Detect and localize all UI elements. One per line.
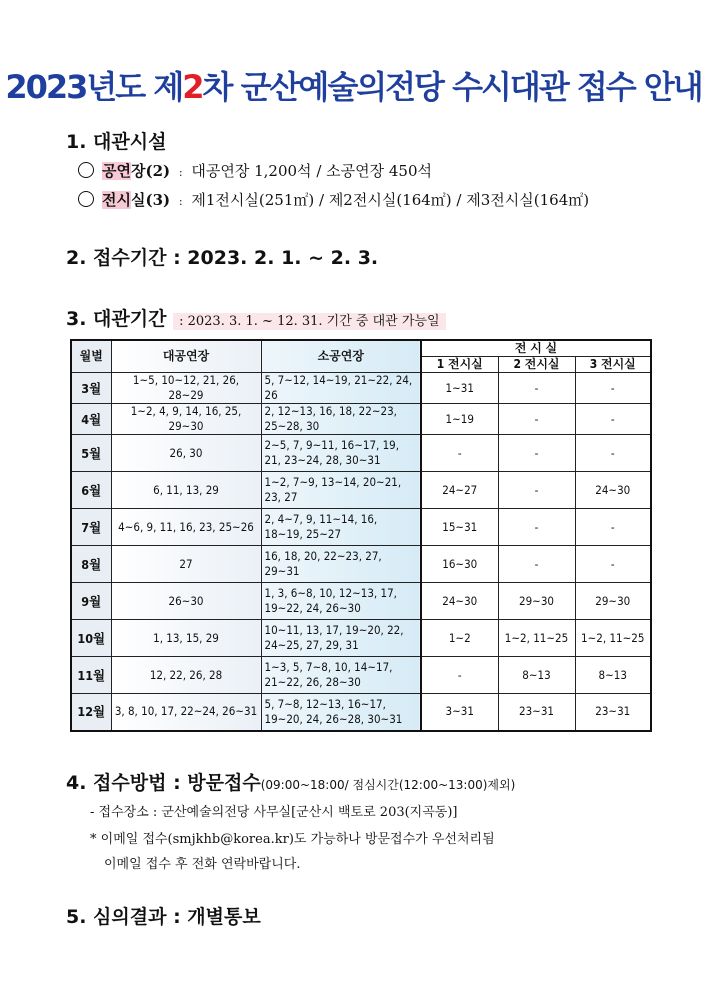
table-row (71, 657, 651, 694)
facility-text: 제1전시실(251㎡) / 제2전시실(164㎡) / 제3전시실(164㎡) (191, 191, 590, 209)
title-pre: 2023년도 제 (5, 68, 183, 106)
large-hall-cell: 1~5, 10~12, 21, 26, 28~29 (111, 373, 261, 404)
table-row (71, 435, 651, 472)
table-row (71, 694, 651, 731)
header-large-hall: 대공연장 (111, 340, 261, 373)
exhibit-2-cell: - (498, 509, 575, 546)
large-hall-cell: 26, 30 (111, 435, 261, 472)
month-cell: 8월 (71, 546, 111, 583)
large-hall-cell: 4~6, 9, 11, 16, 23, 25~26 (111, 509, 261, 546)
reception-place: - 접수장소 : 군산예술의전당 사무실[군산시 백토로 203(지곡동)] (90, 805, 458, 820)
exhibit-2-cell: 1~2, 11~25 (498, 620, 575, 657)
facility-text: 대공연장 1,200석 / 소공연장 450석 (191, 162, 432, 180)
exhibit-1-cell: 24~27 (421, 472, 498, 509)
month-cell: 3월 (71, 373, 111, 404)
exhibit-1-cell: 15~31 (421, 509, 498, 546)
small-hall-cell: 1~3, 5, 7~8, 10, 14~17, 21~22, 26, 28~30 (261, 657, 421, 694)
table-row (71, 472, 651, 509)
exhibit-2-cell: - (498, 435, 575, 472)
exhibit-1-cell: 24~30 (421, 583, 498, 620)
exhibit-3-cell: 23~31 (575, 694, 651, 731)
section-1-heading: 1. 대관시설 (66, 131, 167, 153)
title-number: 2 (182, 68, 203, 106)
facility-key: 전시실(3) (102, 191, 171, 209)
header-ex3: 3 전시실 (575, 357, 651, 373)
facility-item-hall: 공연장(2) : 대공연장 1,200석 / 소공연장 450석 (78, 160, 432, 181)
large-hall-cell: 26~30 (111, 583, 261, 620)
rental-period-text: : 2023. 3. 1. ~ 12. 31. 기간 중 대관 가능일 (173, 313, 445, 330)
exhibit-1-cell: 3~31 (421, 694, 498, 731)
exhibit-1-cell: - (421, 657, 498, 694)
exhibit-2-cell: - (498, 373, 575, 404)
month-cell: 12월 (71, 694, 111, 731)
exhibit-3-cell: 1~2, 11~25 (575, 620, 651, 657)
month-cell: 7월 (71, 509, 111, 546)
table-row (71, 404, 651, 435)
email-note: * 이메일 접수(smjkhb@korea.kr)도 가능하나 방문접수가 우선처리됨 (90, 832, 495, 847)
exhibit-3-cell: - (575, 546, 651, 583)
table-row (71, 620, 651, 657)
rental-schedule-table (70, 339, 652, 732)
small-hall-cell: 10~11, 13, 17, 19~20, 22, 24~25, 27, 29, 31 (261, 620, 421, 657)
page-title (0, 62, 707, 108)
section-5-heading: 5. 심의결과 : 개별통보 (66, 906, 261, 928)
small-hall-cell: 1, 3, 6~8, 10, 12~13, 17, 19~22, 24, 26~30 (261, 583, 421, 620)
month-cell: 10월 (71, 620, 111, 657)
large-hall-cell: 27 (111, 546, 261, 583)
exhibit-2-cell: - (498, 404, 575, 435)
large-hall-cell: 1, 13, 15, 29 (111, 620, 261, 657)
table-row (71, 509, 651, 546)
small-hall-cell: 1~2, 7~9, 13~14, 20~21, 23, 27 (261, 472, 421, 509)
section-2-heading: 2. 접수기간 : 2023. 2. 1. ~ 2. 3. (66, 247, 379, 269)
exhibit-3-cell: 8~13 (575, 657, 651, 694)
facility-item-exhibit: 전시실(3) : 제1전시실(251㎡) / 제2전시실(164㎡) / 제3전시실(164㎡) (78, 189, 589, 210)
large-hall-cell: 3, 8, 10, 17, 22~24, 26~31 (111, 694, 261, 731)
table-row (71, 546, 651, 583)
large-hall-cell: 6, 11, 13, 29 (111, 472, 261, 509)
section-4-heading: 4. 접수방법 : 방문접수(09:00~18:00/ 점심시간(12:00~13:00)제외) (66, 772, 516, 794)
header-ex2: 2 전시실 (498, 357, 575, 373)
large-hall-cell: 1~2, 4, 9, 14, 16, 25, 29~30 (111, 404, 261, 435)
header-exhibit: 전 시 실 (421, 340, 651, 357)
title-post: 차 군산예술의전당 수시대관 접수 안내 (202, 68, 702, 106)
exhibit-2-cell: 29~30 (498, 583, 575, 620)
header-small-hall: 소공연장 (261, 340, 421, 373)
circle-bullet-icon (78, 191, 94, 207)
exhibit-3-cell: 29~30 (575, 583, 651, 620)
small-hall-cell: 16, 18, 20, 22~23, 27, 29~31 (261, 546, 421, 583)
month-cell: 5월 (71, 435, 111, 472)
exhibit-1-cell: 1~31 (421, 373, 498, 404)
exhibit-3-cell: - (575, 435, 651, 472)
month-cell: 6월 (71, 472, 111, 509)
large-hall-cell: 12, 22, 26, 28 (111, 657, 261, 694)
table-row (71, 583, 651, 620)
exhibit-3-cell: 24~30 (575, 472, 651, 509)
exhibit-3-cell: - (575, 404, 651, 435)
small-hall-cell: 2~5, 7, 9~11, 16~17, 19, 21, 23~24, 28, 30~31 (261, 435, 421, 472)
exhibit-1-cell: 16~30 (421, 546, 498, 583)
reception-hours: (09:00~18:00/ 점심시간(12:00~13:00)제외) (260, 778, 516, 792)
exhibit-2-cell: 23~31 (498, 694, 575, 731)
header-ex1: 1 전시실 (421, 357, 498, 373)
exhibit-3-cell: - (575, 509, 651, 546)
header-month: 월별 (71, 340, 111, 373)
exhibit-1-cell: 1~2 (421, 620, 498, 657)
exhibit-2-cell: 8~13 (498, 657, 575, 694)
circle-bullet-icon (78, 162, 94, 178)
small-hall-cell: 5, 7~8, 12~13, 16~17, 19~20, 24, 26~28, 30~31 (261, 694, 421, 731)
exhibit-1-cell: - (421, 435, 498, 472)
month-cell: 11월 (71, 657, 111, 694)
facility-key: 공연장(2) (102, 162, 171, 180)
email-note-2: 이메일 접수 후 전화 연락바랍니다. (104, 857, 301, 872)
exhibit-2-cell: - (498, 472, 575, 509)
small-hall-cell: 2, 4~7, 9, 11~14, 16, 18~19, 25~27 (261, 509, 421, 546)
small-hall-cell: 5, 7~12, 14~19, 21~22, 24, 26 (261, 373, 421, 404)
small-hall-cell: 2, 12~13, 16, 18, 22~23, 25~28, 30 (261, 404, 421, 435)
exhibit-2-cell: - (498, 546, 575, 583)
month-cell: 4월 (71, 404, 111, 435)
section-3-heading: 3. 대관기간 : 2023. 3. 1. ~ 12. 31. 기간 중 대관 가능일 (66, 304, 446, 331)
table-row (71, 373, 651, 404)
month-cell: 9월 (71, 583, 111, 620)
exhibit-1-cell: 1~19 (421, 404, 498, 435)
exhibit-3-cell: - (575, 373, 651, 404)
